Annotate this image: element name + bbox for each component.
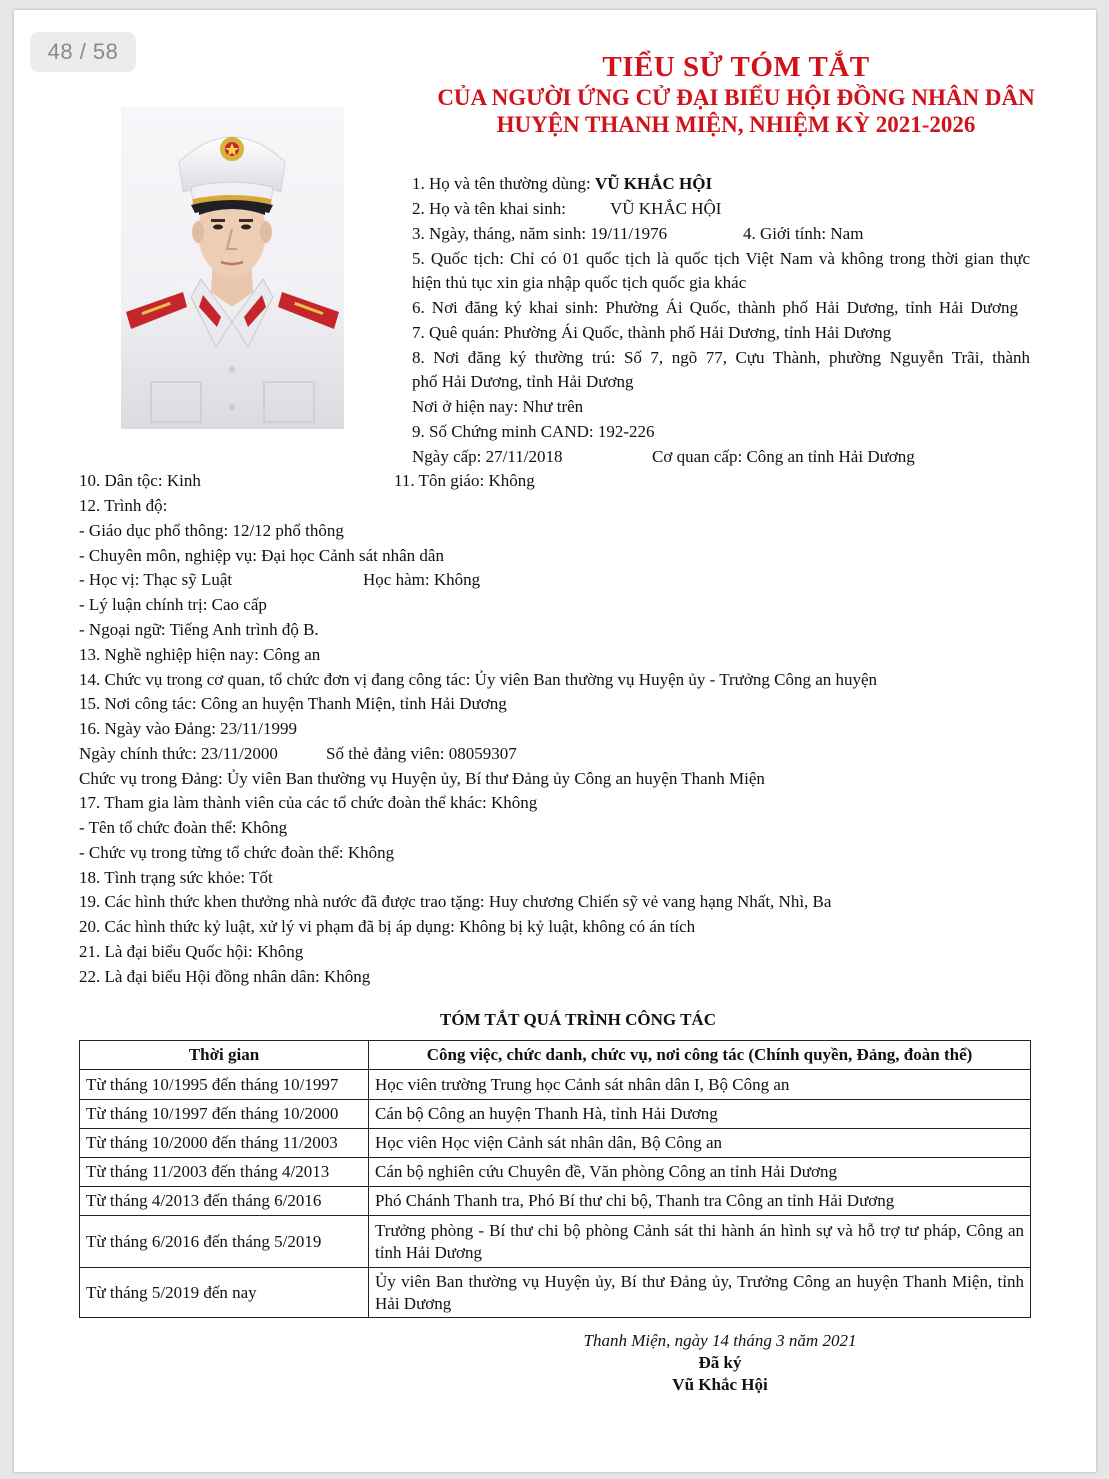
table-row [80,1070,1031,1100]
row-description: Trưởng phòng - Bí thư chi bộ phòng Cảnh sát thi hành án hình sự và hỗ trợ tư pháp, Công an tỉnh Hải Dương [369,1216,1031,1268]
id-number: 9. Số Chứng minh CAND: 192-226 [412,422,655,441]
party-position: Chức vụ trong Đảng: Ủy viên Ban thường vụ Huyện ủy, Bí thư Đảng ủy Công an huyện Thanh Miện [79,769,765,788]
ethnicity: 10. Dân tộc: Kinh [79,471,201,490]
political-theory: - Lý luận chính trị: Cao cấp [79,595,267,614]
work-history-title: TÓM TẮT QUÁ TRÌNH CÔNG TÁC [440,1010,716,1029]
organizations: 17. Tham gia làm thành viên của các tổ chức đoàn thể khác: Không [79,793,538,812]
current-residence: Nơi ở hiện nay: Như trên [412,397,584,416]
document-header [402,50,1070,138]
page-counter: 48 / 58 [30,32,136,72]
party-join-date: 16. Ngày vào Đảng: 23/11/1999 [79,719,297,738]
document-title: TIỂU SỬ TÓM TẮT [602,51,870,83]
awards: 19. Các hình thức khen thưởng nhà nước đã được trao tặng: Huy chương Chiến sỹ vẻ vang hạng Nhất, Nhì, Ba [79,892,832,911]
academic-title: Học hàm: Không [363,570,481,589]
row-time: Từ tháng 6/2016 đến tháng 5/2019 [80,1216,369,1268]
signer-name: Vũ Khắc Hội [672,1375,768,1394]
religion: 11. Tôn giáo: Không [394,471,535,490]
council-delegate: 22. Là đại biểu Hội đồng nhân dân: Không [79,967,371,986]
column-header-time: Thời gian [80,1041,369,1070]
gender: 4. Giới tính: Nam [743,224,864,243]
table-row [80,1187,1031,1216]
table-row [80,1216,1031,1268]
row-time: Từ tháng 10/2000 đến tháng 11/2003 [80,1129,369,1158]
general-education: - Giáo dục phổ thông: 12/12 phổ thông [79,521,344,540]
row-description: Học viên trường Trung học Cảnh sát nhân dân I, Bộ Công an [369,1070,1031,1100]
row-time: Từ tháng 10/1995 đến tháng 10/1997 [80,1070,369,1100]
table-row [80,1129,1031,1158]
national-assembly-delegate: 21. Là đại biểu Quốc hội: Không [79,942,304,961]
table-row [80,1158,1031,1187]
row-time: Từ tháng 4/2013 đến tháng 6/2016 [80,1187,369,1216]
birth-name-value: VŨ KHẮC HỘI [610,199,722,218]
discipline: 20. Các hình thức kỷ luật, xử lý vi phạm đã bị áp dụng: Không bị kỷ luật, không có án tích [79,917,696,936]
id-issue-date: Ngày cấp: 27/11/2018 [412,447,563,466]
row-description: Học viên Học viện Cảnh sát nhân dân, Bộ Công an [369,1129,1031,1158]
full-name-label: 1. Họ và tên thường dùng: [412,174,595,193]
info-line-1 [412,173,712,195]
position: 14. Chức vụ trong cơ quan, tổ chức đơn vị đang công tác: Ủy viên Ban thường vụ Huyện ủy - Trưởng Công an huyện [79,670,878,689]
nationality-line-1: 5. Quốc tịch: Chỉ có 01 quốc tịch là quốc tịch Việt Nam và không trong thời gian thực [412,249,1030,268]
birth-name-label: 2. Họ và tên khai sinh: [412,199,566,218]
academic-degree: - Học vị: Thạc sỹ Luật [79,570,233,589]
organization-position: - Chức vụ trong từng tổ chức đoàn thể: Không [79,843,395,862]
nationality-line-2: hiện thủ tục xin gia nhập quốc tịch quốc gia khác [412,273,747,292]
occupation: 13. Nghề nghiệp hiện nay: Công an [79,645,321,664]
signature-block [520,1330,920,1396]
birth-registration: 6. Nơi đăng ký khai sinh: Phường Ái Quốc, thành phố Hải Dương, tỉnh Hải Dương [412,298,1018,317]
table-row [80,1268,1031,1318]
row-description: Phó Chánh Thanh tra, Phó Bí thư chi bộ, Thanh tra Công an tỉnh Hải Dương [369,1187,1031,1216]
organization-name: - Tên tổ chức đoàn thể: Không [79,818,288,837]
hometown: 7. Quê quán: Phường Ái Quốc, thành phố Hải Dương, tỉnh Hải Dương [412,323,892,342]
birth-date: 3. Ngày, tháng, năm sinh: 19/11/1976 [412,224,668,243]
document-subtitle-1: CỦA NGƯỜI ỨNG CỬ ĐẠI BIỂU HỘI ĐỒNG NHÂN DÂN [437,85,1035,110]
permanent-residence-1: 8. Nơi đăng ký thường trú: Số 7, ngõ 77, Cựu Thành, phường Nguyễn Trãi, thành [412,348,1030,367]
portrait-photo [121,107,344,429]
signature-place-date: Thanh Miện, ngày 14 tháng 3 năm 2021 [583,1331,857,1350]
health-status: 18. Tình trạng sức khỏe: Tốt [79,868,273,887]
row-time: Từ tháng 11/2003 đến tháng 4/2013 [80,1158,369,1187]
professional-education: - Chuyên môn, nghiệp vụ: Đại học Cảnh sát nhân dân [79,546,444,565]
party-card-number: Số thẻ đảng viên: 08059307 [326,744,517,763]
table-row [80,1100,1031,1129]
work-history-table [79,1040,1031,1318]
document-subtitle-2: HUYỆN THANH MIỆN, NHIỆM KỲ 2021-2026 [496,112,976,137]
table-header-row [80,1041,1031,1070]
foreign-language: - Ngoại ngữ: Tiếng Anh trình độ B. [79,620,319,639]
permanent-residence-2: phố Hải Dương, tỉnh Hải Dương [412,372,634,391]
row-description: Ủy viên Ban thường vụ Huyện ủy, Bí thư Đảng ủy, Trưởng Công an huyện Thanh Miện, tỉnh Hải Dương [369,1268,1031,1318]
info-line-2 [412,198,566,220]
signed-note: Đã ký [698,1353,742,1372]
education-heading: 12. Trình độ: [79,496,168,515]
row-description: Cán bộ nghiên cứu Chuyên đề, Văn phòng Công an tỉnh Hải Dương [369,1158,1031,1187]
party-official-date: Ngày chính thức: 23/11/2000 [79,744,278,763]
id-issuer: Cơ quan cấp: Công an tỉnh Hải Dương [652,447,915,466]
row-time: Từ tháng 10/1997 đến tháng 10/2000 [80,1100,369,1129]
workplace: 15. Nơi công tác: Công an huyện Thanh Miện, tỉnh Hải Dương [79,694,507,713]
full-name-value: VŨ KHẮC HỘI [595,174,713,193]
row-description: Cán bộ Công an huyện Thanh Hà, tỉnh Hải Dương [369,1100,1031,1129]
row-time: Từ tháng 5/2019 đến nay [80,1268,369,1318]
column-header-description: Công việc, chức danh, chức vụ, nơi công tác (Chính quyền, Đảng, đoàn thể) [369,1041,1031,1070]
